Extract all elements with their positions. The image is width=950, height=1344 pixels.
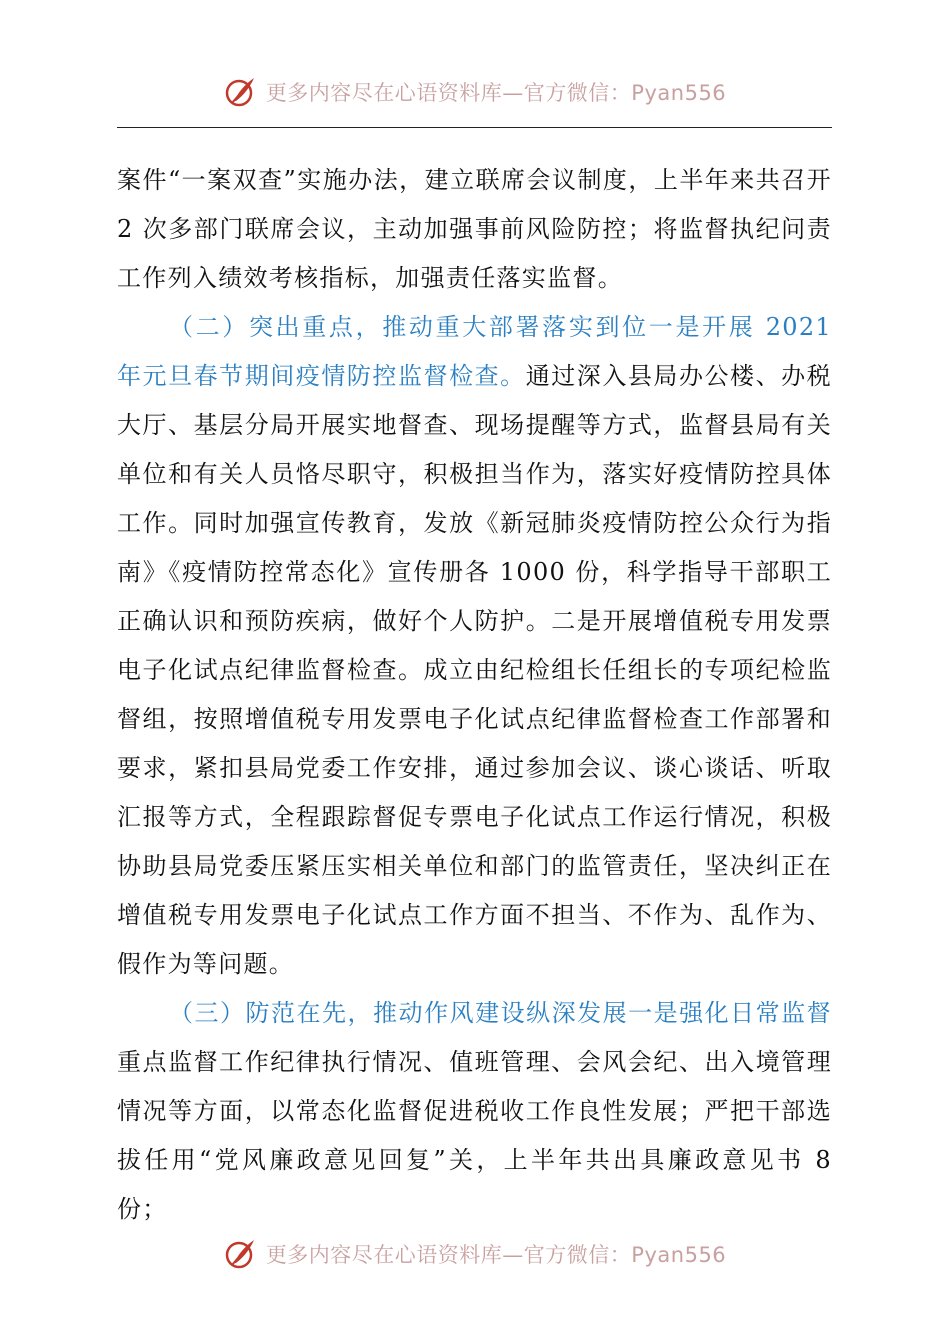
footer-banner-text: 更多内容尽在心语资料库—官方微信：Pyan556 — [265, 1243, 727, 1267]
header-banner — [0, 70, 950, 114]
paragraph-3-heading: （三）防范在先，推动作风建设纵深发展一是强化日常监督 — [169, 999, 832, 1027]
paragraph-2 — [117, 303, 832, 989]
feather-logo-icon — [224, 1237, 258, 1271]
paragraph-1: 案件“一案双查”实施办法，建立联席会议制度，上半年来共召开 2 次多部门联席会议，主动加强事前风险防控；将监督执纪问责工作列入绩效考核指标，加强责任落实监督。 — [117, 166, 832, 292]
document-body — [117, 156, 832, 1234]
paragraph-3-text: 重点监督工作纪律执行情况、值班管理、会风会纪、出入境管理情况等方面，以常态化监督促进税收工作良性发展；严把干部选拔任用“党风廉政意见回复”关，上半年共出具廉政意见书 8 份； — [117, 1048, 832, 1223]
header-banner-text: 更多内容尽在心语资料库—官方微信：Pyan556 — [265, 81, 727, 105]
paragraph-2-text: 通过深入县局办公楼、办税大厅、基层分局开展实地督查、现场提醒等方式，监督县局有关单位和有关人员恪尽职守，积极担当作为，落实好疫情防控具体工作。同时加强宣传教育，发放《新冠肺炎疫情防控公众行为指南》《疫情防控常态化》宣传册各 1000 份，科学指导干部职工正确认识和预防疾病，做好个人防护。二是开展增值税专用发票电子化试点纪律监督检查。成立由纪检组长任组长的专项纪检监督组，按照增值税专用发票电子化试点纪律监督检查工作部署和要求，紧扣县局党委工作安排，通过参加会议、谈心谈话、听取汇报等方式，全程跟踪督促专票电子化试点工作运行情况，积极协助县局党委压紧压实相关单位和部门的监管责任，坚决纠正在增值税专用发票电子化试点工作方面不担当、不作为、乱作为、假作为等问题。 — [117, 362, 832, 978]
paragraph-2-heading: （二）突出重点，推动重大部署落实到位一是开展 2021 年元旦春节期间疫情防控监督检查。 — [117, 313, 832, 390]
header-divider — [117, 127, 832, 128]
footer-banner — [0, 1232, 950, 1276]
feather-logo-icon — [224, 75, 258, 109]
paragraph-3 — [117, 989, 832, 1234]
